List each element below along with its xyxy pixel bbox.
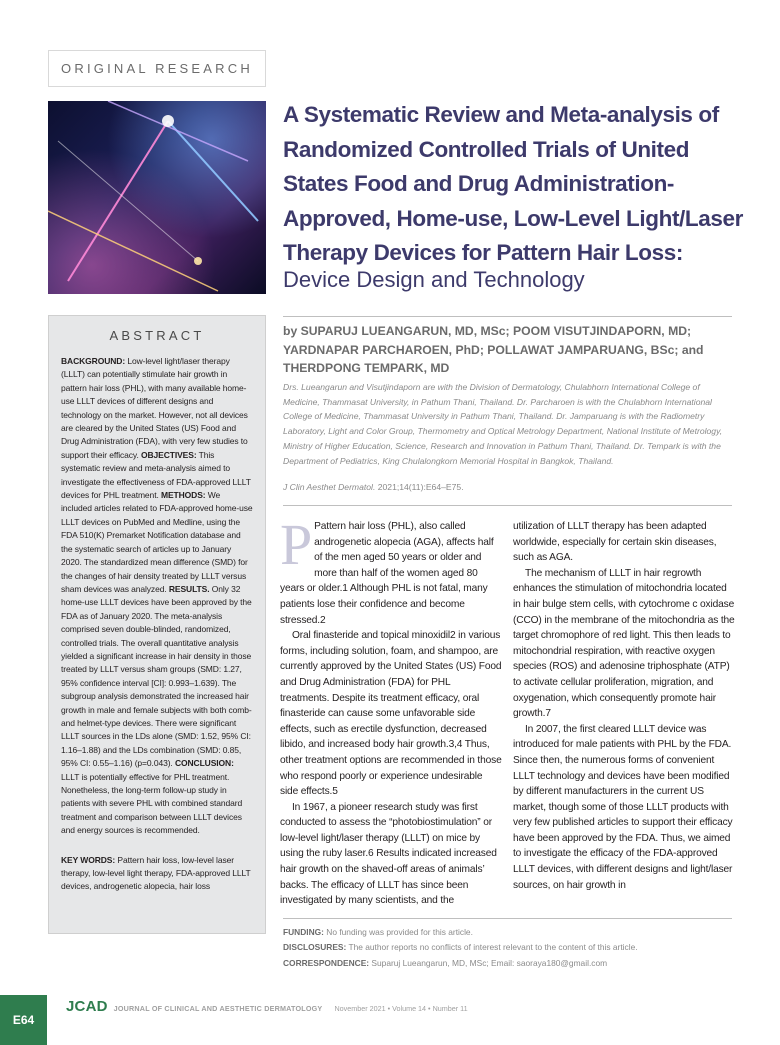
light-beams-graphic: [48, 101, 266, 294]
hero-image: [48, 101, 266, 294]
abstract-methods: We included articles related to FDA-approved home-use LLLT devices on PubMed and Medline, using the FDA 510(K) Premarket Notification database and the systematic search of articles up to January 2020. The standardized mean difference (SMD) for the changes of hair density treated by LLLT versus sham devices was analyzed.: [61, 490, 253, 594]
abstract-conclusion-label: CONCLUSION:: [174, 758, 234, 769]
divider: [283, 316, 732, 317]
correspondence-text: Suparuj Lueangarun, MD, MSc; Email: saoraya180@gmail.com: [369, 957, 608, 968]
disclosures-note: [283, 940, 743, 955]
abstract-objectives-label: OBJECTIVES:: [140, 449, 197, 460]
abstract-text: [61, 355, 253, 838]
page-number: E64: [0, 995, 47, 1045]
keywords: [61, 854, 253, 894]
body-paragraph: Pattern hair loss (PHL), also called androgenetic alopecia (AGA), affects half of the men aged 50 years or older and more than half of the women aged 80 years or older.1 Although PHL is not fatal, many patients lose their confidence and become stressed.2: [280, 521, 494, 626]
abstract-background: Low-level light/laser therapy (LLLT) can potentially stimulate hair growth in pattern hair loss (PHL), with many available home-use LLLT devices of different designs and technology on the market. However, not all devices are cleared by the United States (US) Food and Drug Administration (FDA), with very few studies to support their efficacy.: [61, 356, 248, 460]
abstract-panel: [48, 315, 266, 934]
body-column-right: [513, 519, 735, 893]
funding-label: FUNDING:: [283, 927, 324, 937]
author-list: by SUPARUJ LUEANGARUN, MD, MSc; POOM VISUTJINDAPORN, MD; YARDNAPAR PARCHAROEN, PhD; POLLAWAT JAMPARUANG, BSc; and THERDPONG TEMPARK, MD: [283, 324, 704, 375]
correspondence-note: [283, 956, 743, 971]
abstract-conclusion: LLLT is potentially effective for PHL treatment. Nonetheless, the long-term follow-up study in patients with severe PHL with combined standard treatment and comparison between LLLT devices and energy sources is recommended.: [61, 771, 243, 836]
funding-text: No funding was provided for this article.: [323, 927, 473, 937]
journal-logo: JCAD: [66, 998, 108, 1015]
abstract-results: Only 32 home-use LLLT devices have been approved by the FDA as of January 2020. The meta-analysis comprised seven double-blinded, randomized, controlled trials. The overall quantitative analysis yielded a significant increase in hair density in those treated by LLLT versus sham groups (SMD: 1.27, 95% confidence interval [CI]: 0.993–1.639). The subgroup analysis demonstrated the increased hair growth in male and female subjects with both comb- and helmet-type devices. There were significant LLLT sources in the LDs alone (SMD: 1.52, 95% CI: 1.16–1.88) and the LDs combination (SMD: 0.85, 95% CI: 0.55–1.16) (p=0.043).: [61, 583, 252, 769]
author-affiliations: Drs. Lueangarun and Visutjindaporn are with the Division of Dermatology, Chulabhorn International College of Medicine, Thammasat University, in Pathum Thani, Thailand. Dr. Parcharoen is with the Chulabhorn International College of Medicine, Thammasat University in Pathum Thani, Thailand. Dr. Jamparuang is with the Radiometry Laboratory, Light and Color Group, Thermometry and Optical Metrology Department, National Institute of Metrology, Ministry of Higher Education, Science, Research and Innovation in Pathum Thani, Thailand. Dr. Tempark is with the Department of Pediatrics, King Chulalongkorn Memorial Hospital in Bangkok, Thailand.: [283, 382, 723, 466]
keywords-label: KEY WORDS:: [61, 854, 116, 865]
abstract-results-label: RESULTS.: [168, 583, 210, 594]
running-footer: [66, 998, 468, 1015]
section-label: ORIGINAL RESEARCH: [48, 50, 266, 87]
citation: [283, 482, 733, 492]
citation-details: 2021;14(11):E64–E75.: [375, 482, 464, 492]
divider: [283, 918, 732, 919]
body-paragraph: In 1967, a pioneer research study was first conducted to assess the “photobiostimulation” or low-level light/laser therapy (LLLT) on mice by using the ruby laser.6 Results indicated increased hair growth on the shaved-off areas of animals’ backs. The efficacy of LLLT has since been investigated by many scientists, and the: [280, 801, 497, 907]
article-notes: [283, 925, 743, 971]
keywords-text: Pattern hair loss, low-level laser therapy, low-level light therapy, FDA-approved LLLT devices, androgenetic alopecia, hair loss: [61, 854, 251, 892]
body-paragraph: utilization of LLLT therapy has been adapted worldwide, especially for certain skin diseases, such as AGA.: [513, 521, 717, 564]
body-paragraph: In 2007, the first cleared LLLT device was introduced for male patients with PHL by the FDA. Since then, the numerous forms of convenient LLLT technology and devices have been modified by different manufacturers in the current US market, though some of those LLLT products with very few published articles to support their efficacy have been approved by the FDA. Thus, we aimed to investigate the efficacy of the FDA-approved LLLT devices, with different designs and light/laser sources, on hair growth in: [513, 723, 733, 891]
drop-cap: P: [280, 512, 313, 577]
divider: [283, 505, 732, 506]
body-paragraph: The mechanism of LLLT in hair regrowth enhances the stimulation of mitochondria located in hair bulge stem cells, with cytochrome c oxidase (CCO) in the membrane of the mitochondria as the target chromophore of red light. This then leads to mitochondrial respiration, with reactive oxygen species (ROS) and adenosine triphosphate (ATP) to activate cellular proliferation, migration, and oxygenation, which consequently promote hair growth.7: [513, 567, 735, 720]
abstract-objectives: This systematic review and meta-analysis aimed to investigate the effectiveness of FDA-approved LLLT devices for PHL treatment.: [61, 449, 251, 501]
body-paragraph: Oral finasteride and topical minoxidil2 in various forms, including solution, foam, and shampoo, are currently approved by the United States (US) Food and Drug Administration (FDA) for PHL treatments. Despite its treatment efficacy, oral finasteride can cause some unfavorable side effects, such as erectile dysfunction, decreased libido, and increased body hair growth.3,4 Thus, other treatment options are recommended in those who respond poorly or experience undesirable side effects.5: [280, 630, 502, 798]
issue-info: November 2021 • Volume 14 • Number 11: [334, 1004, 468, 1013]
abstract-background-label: BACKGROUND:: [61, 356, 126, 366]
funding-note: [283, 925, 743, 940]
correspondence-label: CORRESPONDENCE:: [283, 957, 370, 968]
abstract-heading: ABSTRACT: [109, 328, 205, 343]
disclosures-label: DISCLOSURES:: [283, 942, 347, 953]
article-subtitle: Device Design and Technology: [283, 267, 585, 292]
disclosures-text: The author reports no conflicts of interest relevant to the content of this article.: [346, 942, 638, 953]
citation-journal: J Clin Aesthet Dermatol.: [283, 482, 376, 492]
journal-name: JOURNAL OF CLINICAL AND AESTHETIC DERMATOLOGY: [113, 1004, 323, 1013]
body-column-left: [280, 512, 502, 909]
abstract-methods-label: METHODS:: [160, 490, 206, 501]
article-title: A Systematic Review and Meta-analysis of Randomized Controlled Trials of United States Food and Drug Administration-Approved, Home-use, Low-Level Light/Laser Therapy Devices for Pattern Hair Loss:: [283, 102, 743, 265]
